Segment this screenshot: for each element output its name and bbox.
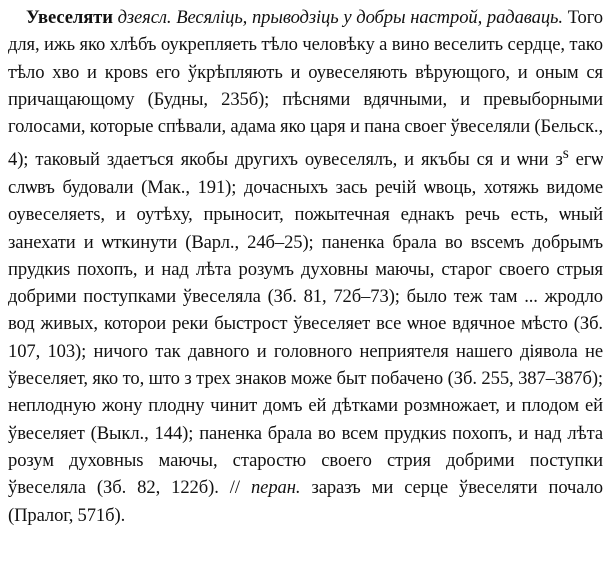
entry-definition: Весяліць, прыводзіць у добры настрой, радаваць. <box>176 7 563 28</box>
citations-part-2: егѡ слѡвъ будовали (Мак., 191); дочасныхъ зась речій ѡвоць, хотяжь видоме оувеселяетs, и оутѣху, прыносит, пожытечная еднакъ речь есть, ѡный занехати и ѡткинути (Варл., 24б–25); паненка брала во вsсемъ добрымъ прудкиs похопъ, и над лѣта розумъ духовны маючы, старог своего стрыя добрими поступками ўвеселяла (Зб. 81, 72б–73); было теж там ... жродло вод живых, которои реки быстрост ўвеселяет все ѡное вдячное мѣсто (Зб. 107, 103); ничого так давного и головного неприятеля нашего дiявола не ўвеселяет, яко то, што з трех знаков може быт побачено (Зб. 255, 387–387б); неплодную жону плодну чинит домъ ей дѣтками розмножает, и плодом ей ўвеселяет (Выкл., 144); паненка брала во всем прудкиs похопъ, и над лѣта розум духовныs маючы, старостю своего стрия добрими поступки ўвеселяла (Зб. 82, 122б). <box>8 149 603 499</box>
sense-separator: // <box>218 477 251 499</box>
entry-headword: Увеселяти <box>26 7 113 28</box>
part-of-speech: дзеясл. <box>117 7 172 28</box>
dictionary-entry <box>8 4 603 529</box>
citations-part-1: Того для, ижь яко хлѣбъ оукрепляеть тѣло человѣку а вино веселить сердце, тако тѣло хво и кровs его ўкрѣпляють и оувеселяють вѣрующого, и оным ся причащающому (Будны, 235б); пѣснями вдячными, и превыборными голосами, которые спѣвали, адама яко царя и пана своег ўвеселяли (Бельск., 4); таковый здаетъся якобы другихъ оувеселялъ, и якъбы ся и ѡни з <box>8 7 604 171</box>
figurative-label: перан. <box>250 477 301 499</box>
citations-part-3: заразъ ми серце ўвеселяти почало (Пралог, 571б). <box>8 477 603 526</box>
superscript-mark: s <box>562 145 569 163</box>
